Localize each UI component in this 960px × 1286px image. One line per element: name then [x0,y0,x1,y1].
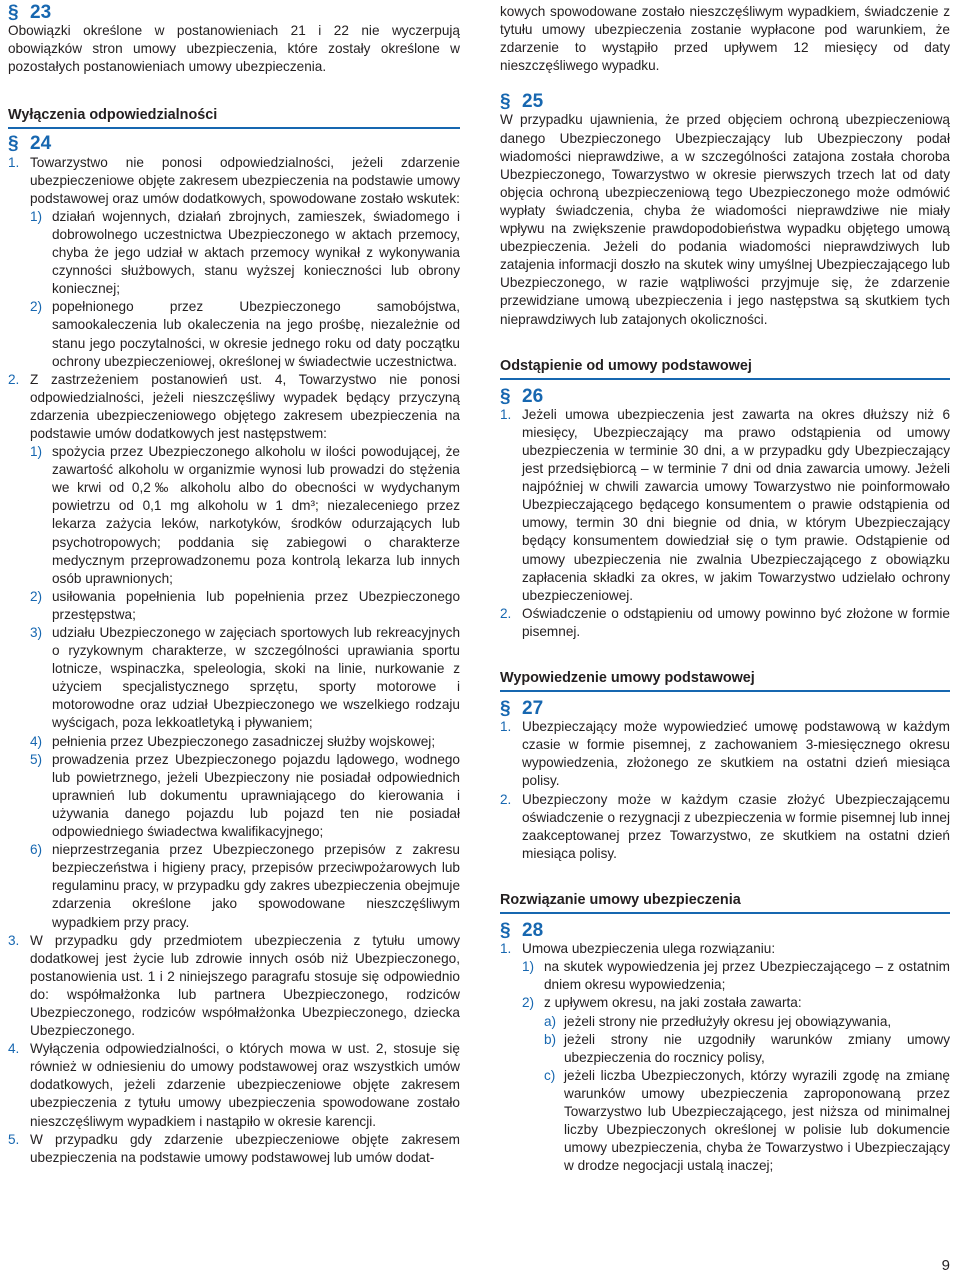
clause-number: 4. [8,1041,20,1057]
paragraph-number: 26 [522,385,544,407]
clause-4 [8,1040,460,1130]
paragraph-28-heading [500,922,950,940]
paragraph-25-text: W przypadku ujawnienia, że przed objęciem ochroną ubezpieczeniową danego Ubezpieczonego Ubezpieczający lub Ubezpieczony podał wiadomości nieprawdziwe, a w szczególności zatajona została choroba Ubezpieczonego, Towarzystwo w okresie pierwszych trzech lat od daty objęcia ochroną ubezpieczeniową tego Ubezpieczonego może odmówić wypłaty świadczenia, chyba że wiadomości nieprawdziwe nie miały wpływu na zwiększenie prawdopodobieństwa wypadku objętego umową ubezpieczenia. Jeżeli do podania wiadomości nieprawdziwych lub zatajenia informacji doszło na skutek winy umyślnej Ubezpieczającego lub Ubezpieczonego, w razie wątpliwości przyjmuje się, że zdarzenie przewidziane umową ubezpieczenia i jego następstwa są skutkiem tych nieprawdziwych lub zatajonych okoliczności. [500,112,950,327]
clause-number: 2. [500,605,512,621]
clause-1 [8,154,460,371]
sub-item-number: 3) [30,625,43,640]
paragraph-sign: § [8,133,19,155]
clause-text: Oświadczenie o odstąpieniu od umowy powinno być złożone w formie pisemnej. [522,605,950,639]
paragraph-28 [500,922,950,1175]
paragraph-27 [500,700,950,863]
paragraph-23-text: Obowiązki określone w postanowieniach 21 i 22 nie wyczerpują obowiązków stron umowy ubezpieczenia, które zostały określone w pozostałych postanowieniach umowy ubezpieczenia. [8,23,460,75]
section-title-exclusions: Wyłączenia odpowiedzialności [8,106,460,129]
paragraph-sign: § [500,698,511,720]
sub-item-text: spożycia przez Ubezpieczonego alkoholu w ilości powodującej, że zawartość alkoholu w organizmie wynosi lub prowadzi do stężenia we krwi od 0,2‰ alkoholu albo do obecności w wydychanym powietrzu od 0,1 mg alkoholu w 1 dm³; niezaleceniego przez lekarza zażycia leków, narkotyków, środków odurzających lub psychotropowych; poddania się zabiegowi o charakterze medycznym przeprowadzonemu poza kontrolą lekarza lub innych osób uprawnionych; [52,444,460,586]
sub-item [30,208,460,298]
paragraph-sign: § [500,91,511,113]
paragraph-25-heading [500,93,950,111]
sub-item [30,443,460,588]
clause-text: Ubezpieczający może wypowiedzieć umowę podstawową w każdym czasie w formie pisemnej, z zachowaniem 3-miesięcznego okresu wypowiedzenia, złożonego ze skutkiem na ostatni dzień miesiąca polisy. [522,719,950,789]
sub-item-text: nieprzestrzegania przez Ubezpieczonego przepisów z zakresu bezpieczeństwa i higieny pracy, przepisów przeciwpożarowych lub regulaminu pracy, w przypadku gdy zakres ubezpieczenia obejmuje zdarzenia określone jako spowodowane nieszczęśliwym wypadkiem przy pracy. [52,842,460,930]
clause-number: 5. [8,1131,20,1147]
letter-item-text: jeżeli liczba Ubezpieczonych, którzy wyrazili zgodę na zmianę warunków umowy ubezpieczenia zaproponowaną przez Towarzystwo lub Ubezpieczającego, jest niższa od minimalnej liczby Ubezpieczonych określonej w polisie lub dokumencie umowy ubezpieczenia, chyba że Towarzystwo i Ubezpieczający w drodze negocjacji ustalą inaczej; [564,1067,950,1174]
paragraph-26 [500,385,950,641]
sub-item-text: działań wojennych, działań zbrojnych, zamieszek, świadomego i dobrowolnego uczestnictwa Ubezpieczonego w aktach przemocy, chyba że jego udział w aktach przemocy wynikał z wykonywania czynności służbowych, stanu wyższej konieczności lub obrony koniecznej; [52,208,460,297]
clause-number: 1. [8,154,20,170]
paragraph-23 [8,0,460,76]
clause-1 [500,718,950,790]
sub-item-text: prowadzenia przez Ubezpieczonego pojazdu lądowego, wodnego lub powietrznego, jeżeli Ubezpieczony nie posiadał odpowiednich uprawnień lub dokumentu uprawniającego do kierowania i używania danego pojazdu lub pojazd ten nie posiadał odpowiedniego świadectwa kwalifikacyjnego; [52,751,460,840]
paragraph-26-heading [500,385,950,407]
letter-item [544,1067,950,1176]
letter-item-marker: b) [544,1031,557,1047]
sub-item-text: popełnionego przez Ubezpieczonego samobójstwa, samookaleczenia lub okaleczenia na jego prośbę, niezależnie od stanu jego poczytalności, w okresie jednego roku od daty początku ochrony ubezpieczeniowej, określonej w świadectwie uczestnictwa. [52,299,460,369]
left-column [8,0,460,1167]
clause-text: W przypadku gdy zdarzenie ubezpieczeniowe objęte zakresem ubezpieczenia na podstawie umowy podstawowej lub umów dodat- [30,1131,460,1165]
clause-text: Umowa ubezpieczenia ulega rozwiązaniu: [522,941,776,957]
sub-item [30,588,460,624]
sub-item-text: usiłowania popełnienia lub popełnienia przez Ubezpieczonego przestępstwa; [52,588,460,622]
sub-item-number: 2) [30,299,43,315]
section-title-notice: Wypowiedzenie umowy podstawowej [500,669,950,692]
clause-text: Jeżeli umowa ubezpieczenia jest zawarta na okres dłuższy niż 6 miesięcy, Ubezpieczający ma prawo odstąpienia od umowy ubezpieczenia w terminie 30 dni, a w przypadku gdy Ubezpieczający jest przedsiębiorcą – w terminie 7 dni od dnia zawarcia umowy. Jeżeli najpóźniej w chwili zawarcia umowy Towarzystwo nie poinformowało Ubezpieczającego będącego konsumentem o prawie odstąpienia od umowy, termin 30 dni biegnie od dnia, w którym Ubezpieczający będący konsumentem dowiedział się o tym prawie. Odstąpienie od umowy ubezpieczenia nie zwalnia Ubezpieczającego z obowiązku zapłacenia składki za okres, w jakim Towarzystwo udzielało ochrony ubezpieczeniowej. [522,406,950,603]
clause-3 [8,932,460,1041]
clause-2 [500,791,950,863]
right-column [500,0,950,1175]
paragraph-25 [500,93,950,328]
paragraph-23-heading [8,4,460,22]
paragraph-number: 23 [30,2,52,23]
clause-1 [500,940,950,1175]
paragraph-number: 27 [522,698,544,720]
clause-number: 2. [8,371,20,387]
clause-text: Wyłączenia odpowiedzialności, o których mowa w ust. 2, stosuje się również w odniesieniu do umowy podstawowej oraz wszystkich umów dodatkowych, jeżeli zdarzenie ubezpieczeniowe objęte zakresem ubezpieczenia z tytułu umowy ubezpieczenia spowodowane zostało nieszczęśliwym wypadkiem i nastąpiło w okresie karencji. [30,1041,460,1129]
section-title-withdrawal: Odstąpienie od umowy podstawowej [500,357,950,380]
clause-2 [500,605,950,641]
sub-item-number: 5) [30,751,43,767]
clause-text: Ubezpieczony może w każdym czasie złożyć Ubezpieczającemu oświadczenie o rezygnacji z ubezpieczenia w formie pisemnej lub innej zaakceptowanej przez Towarzystwo, ze skutkiem na ostatni dzień miesiąca polisy. [522,791,950,861]
sub-item [30,298,460,370]
paragraph-24-heading [8,135,460,153]
sub-item-text: pełnienia przez Ubezpieczonego zasadniczej służby wojskowej; [52,733,436,749]
letter-item-marker: a) [544,1013,557,1029]
sub-item [30,841,460,931]
clause-number: 1. [500,406,512,422]
paragraph-number: 25 [522,91,544,113]
clause-5 [8,1131,460,1167]
clause-text: Towarzystwo nie ponosi odpowiedzialności, jeżeli zdarzenie ubezpieczeniowe objęte zakresem ubezpieczenia na podstawie umowy podstawowej oraz umów dodatkowych, spowodowane zostało wskutek: [30,154,460,206]
clause-2 [8,371,460,932]
clause-number: 2. [500,791,512,807]
letter-item [544,1031,950,1067]
sub-item [30,751,460,841]
clause-text: Z zastrzeżeniem postanowień ust. 4, Towarzystwo nie ponosi odpowiedzialności, jeżeli nieszczęśliwy wypadek będący przyczyną zdarzenia ubezpieczeniowego objętego zakresem ubezpieczenia na podstawie umów dodatkowych jest następstwem: [30,371,460,441]
letter-item [544,1013,950,1031]
paragraph-number: 28 [522,920,544,942]
sub-item [30,733,460,751]
letter-item-text: jeżeli strony nie przedłużyły okresu jej obowiązywania, [564,1013,892,1029]
sub-item-number: 1) [522,959,535,975]
clause-number: 1. [500,719,512,735]
sub-item-number: 4) [30,733,43,749]
letter-item-marker: c) [544,1067,556,1083]
paragraph-sign: § [500,385,511,407]
sub-item-number: 1) [30,444,43,460]
sub-item-number: 1) [30,208,43,224]
sub-item-text: udziału Ubezpieczonego w zajęciach sportowych lub rekreacyjnych o ryzykownym charakterze, w szczególności uprawiania sportu lotnicze, wspinaczka, speleologia, skoki na linie, nurkowanie z użyciem specjalistycznego sprzętu, sporty motorowe i motorowodne oraz udział Ubezpieczonego we wszelkiego rodzaju wyścigach, poza lekkoatletyką i pływaniem; [52,625,460,731]
page-number: 9 [941,1257,950,1274]
sub-item-text: na skutek wypowiedzenia jej przez Ubezpieczającego – z ostatnim dniem okresu wypowiedzenia; [544,959,950,993]
clause-number: 1. [500,941,512,957]
paragraph-sign: § [500,920,511,942]
sub-item-text: z upływem okresu, na jaki została zawarta: [544,995,802,1011]
paragraph-sign: § [8,2,19,23]
section-title-termination: Rozwiązanie umowy ubezpieczenia [500,891,950,914]
paragraph-number: 24 [30,133,52,155]
sub-item-number: 2) [30,588,43,604]
sub-item [522,994,950,1175]
continued-text: kowych spowodowane zostało nieszczęśliwym wypadkiem, świadczenie z tytułu umowy ubezpieczenia zostanie wypłacone pod warunkiem, że zdarzenie to wystąpiło przed upływem 12 miesięcy od daty nieszczęśliwego wypadku. [500,4,950,74]
sub-item [30,624,460,733]
paragraph-27-heading [500,700,950,718]
paragraph-24 [8,135,460,1166]
clause-text: W przypadku gdy przedmiotem ubezpieczenia z tytułu umowy dodatkowej jest życie lub zdrowie innych osób niż Ubezpieczonego, postanowienia ust. 1 i 2 niniejszego paragrafu stosuje się odpowiednio do: współmałżonka lub partnera Ubezpieczonego, rodziców Ubezpieczonego, rodziców współmałżonka Ubezpieczonego, dziecka Ubezpieczonego. [30,932,460,1039]
clause-1 [500,406,950,605]
sub-item [522,958,950,994]
letter-item-text: jeżeli strony nie uzgodniły warunków zmiany umowy ubezpieczenia do rocznicy polisy, [564,1031,950,1065]
sub-item-number: 6) [30,842,43,858]
clause-number: 3. [8,932,20,948]
sub-item-number: 2) [522,995,535,1011]
